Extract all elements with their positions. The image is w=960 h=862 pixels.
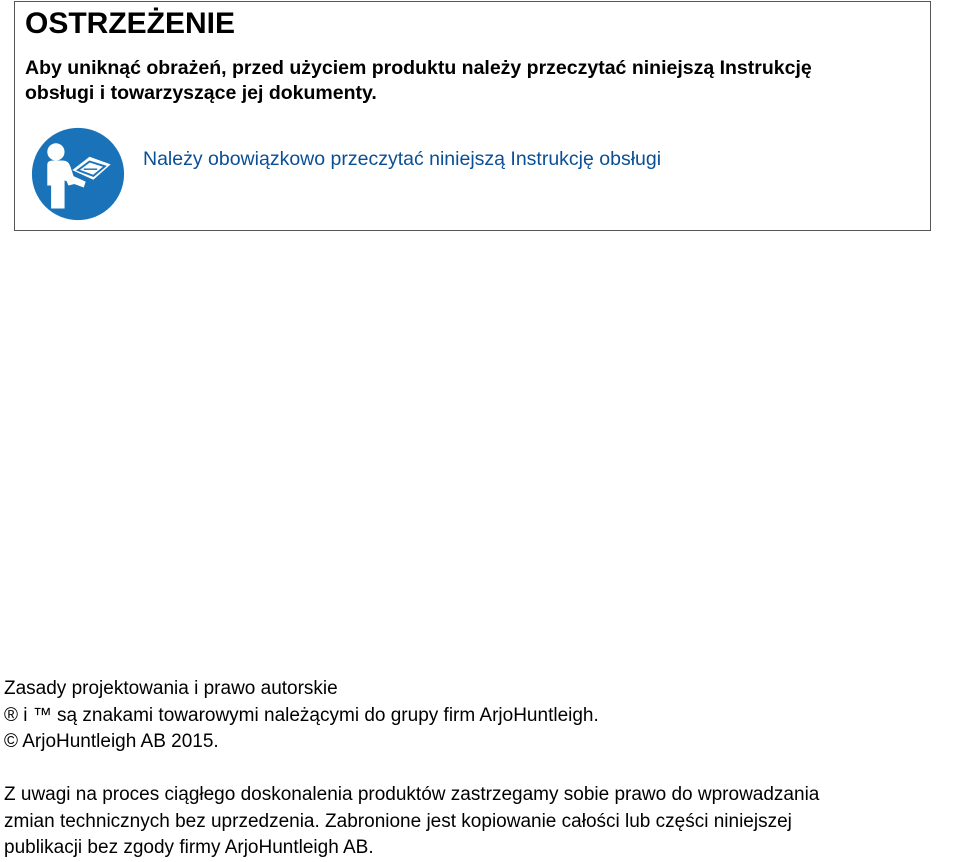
warning-box xyxy=(14,1,931,231)
warning-title: OSTRZEŻENIE xyxy=(25,7,236,40)
copyright-block xyxy=(4,676,599,756)
copyright-line: Zasady projektowania i prawo autorskie xyxy=(4,678,338,699)
copyright-line: © ArjoHuntleigh AB 2015. xyxy=(4,731,219,752)
notice-line: publikacji bez zgody firmy ArjoHuntleigh AB. xyxy=(4,837,374,858)
manual-text: Należy obowiązkowo przeczytać niniejszą Instrukcję obsługi xyxy=(143,148,662,170)
notice-line: zmian technicznych bez uprzedzenia. Zabronione jest kopiowanie całości lub części niniejszej xyxy=(4,810,792,832)
notice-block xyxy=(4,782,819,862)
read-manual-icon xyxy=(30,126,126,222)
warning-text-line: obsługi i towarzyszące jej dokumenty. xyxy=(25,82,377,104)
notice-line: Z uwagi na proces ciągłego doskonalenia produktów zastrzegamy sobie prawo do wprowadzania xyxy=(4,784,820,805)
warning-text-line: Aby uniknąć obrażeń, przed użyciem produktu należy przeczytać niniejszą Instrukcję xyxy=(25,57,812,79)
warning-text xyxy=(25,56,925,106)
copyright-line: ® i ™ są znakami towarowymi należącymi do grupy firm ArjoHuntleigh. xyxy=(4,704,599,726)
